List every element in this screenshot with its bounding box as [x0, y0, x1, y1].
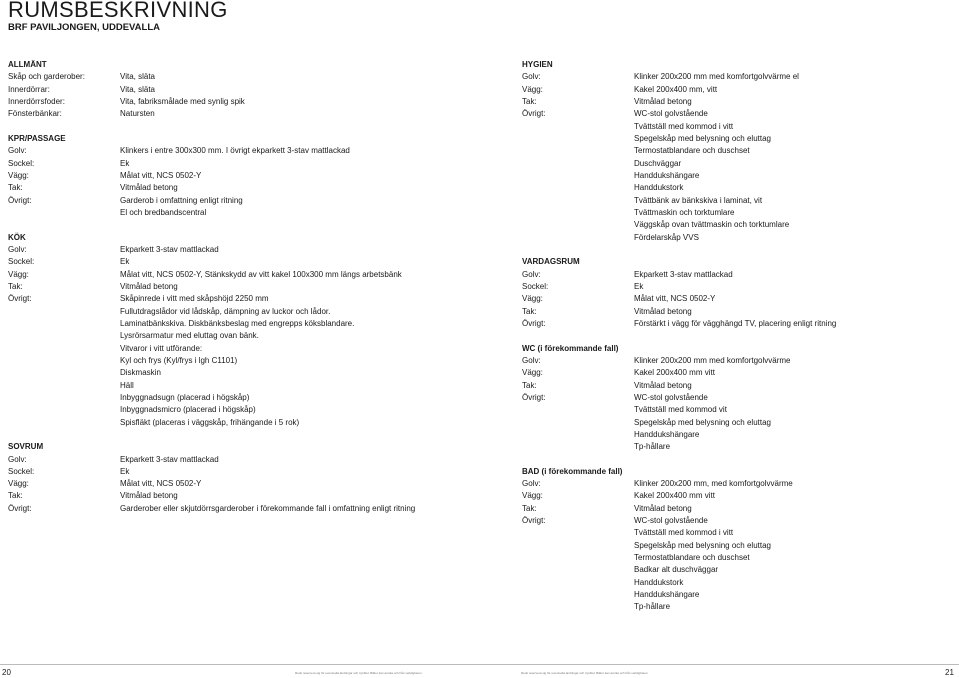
spec-value: Ek [120, 257, 130, 267]
spec-label: Innerdörrar: [8, 84, 50, 94]
spec-row [522, 404, 952, 416]
spec-label: Sockel: [522, 281, 549, 291]
spec-row [8, 343, 478, 355]
spec-row [522, 281, 952, 293]
spec-label: Vägg: [8, 269, 29, 279]
spec-value: El och bredbandscentral [120, 207, 207, 217]
spec-row [522, 392, 952, 404]
spec-label: Tak: [522, 380, 537, 390]
spec-row [8, 478, 478, 490]
footer-divider [0, 664, 959, 665]
spec-label: Golv: [522, 479, 541, 489]
spec-row [522, 564, 952, 576]
spec-row [522, 244, 952, 256]
spec-label: Tak: [522, 503, 537, 513]
spec-row [522, 527, 952, 539]
spec-value: Klinker 200x200 mm med komfortgolvvärme [634, 355, 791, 365]
spec-value: Tvättställ med kommod i vitt [634, 121, 734, 131]
spec-value: Vitvaror i vitt utförande: [120, 343, 203, 353]
spec-value: Målat vitt, NCS 0502-Y [634, 294, 716, 304]
spec-value: Garderob i omfattning enligt ritning [120, 195, 243, 205]
spec-row [522, 589, 952, 601]
spec-row [8, 355, 478, 367]
section-heading: HYGIEN [522, 60, 553, 69]
spec-row [522, 108, 952, 120]
spec-value: Vitmålad betong [634, 380, 692, 390]
spec-row [522, 232, 952, 244]
spec-label: Övrigt: [522, 318, 546, 328]
spec-label: Golv: [8, 146, 27, 156]
spec-label: Tak: [522, 96, 537, 106]
spec-value: Duschväggar [634, 158, 682, 168]
spec-value: Kyl och frys (Kyl/frys i lgh C1101) [120, 355, 238, 365]
spec-value: WC-stol golvstående [634, 109, 708, 119]
spec-value: Inbyggnadsugn (placerad i högskåp) [120, 392, 250, 402]
spec-value: WC-stol golvstående [634, 516, 708, 526]
spec-label: Vägg: [522, 491, 543, 501]
spec-value: Vitmålad betong [120, 491, 178, 501]
spec-label: Övrigt: [522, 516, 546, 526]
spec-row [522, 170, 952, 182]
spec-value: Klinker 200x200 mm, med komfortgolvvärme [634, 479, 793, 489]
spec-row [8, 281, 478, 293]
spec-label: Sockel: [8, 257, 35, 267]
spec-value: Tvättmaskin och torktumlare [634, 207, 735, 217]
spec-row [8, 417, 478, 429]
spec-row [522, 145, 952, 157]
spec-row [8, 84, 478, 96]
spec-row [8, 145, 478, 157]
spec-value: Målat vitt, NCS 0502-Y, Stänkskydd av vitt kakel 100x300 mm längs arbetsbänk [120, 269, 402, 279]
spec-row [522, 182, 952, 194]
spec-row [8, 96, 478, 108]
spec-row [8, 71, 478, 83]
spec-label: Övrigt: [522, 392, 546, 402]
spec-value: Klinkers i entre 300x300 mm. I övrigt ekparkett 3-stav mattlackad [120, 146, 350, 156]
spec-value: Häll [120, 380, 134, 390]
spec-value: Lysrörsarmatur med eluttag ovan bänk. [120, 331, 259, 341]
spec-value: Laminatbänkskiva. Diskbänksbeslag med engrepps köksblandare. [120, 318, 355, 328]
spec-value: Tp-hållare [634, 442, 671, 452]
spec-value: Tvättbänk av bänkskiva i laminat, vit [634, 195, 763, 205]
spec-row [522, 96, 952, 108]
spec-value: Spisfläkt (placeras i väggskåp, frihängande i 5 rok) [120, 417, 300, 427]
spec-value: Termostatblandare och duschset [634, 553, 750, 563]
spec-value: Målat vitt, NCS 0502-Y [120, 170, 202, 180]
section-heading: KPR/PASSAGE [8, 133, 66, 143]
spec-label: Vägg: [522, 368, 543, 378]
section-heading: WC (i förekommande fall) [522, 343, 619, 353]
spec-row [8, 121, 478, 133]
spec-value: Ek [120, 158, 130, 168]
spec-label: Tak: [8, 491, 23, 501]
spec-value: Ek [120, 466, 130, 476]
spec-row [522, 454, 952, 466]
spec-row [8, 318, 478, 330]
spec-row [522, 515, 952, 527]
page-number-left: 20 [2, 668, 11, 677]
spec-label: Vägg: [8, 170, 29, 180]
spec-row [8, 367, 478, 379]
spec-value: Skåpinrede i vitt med skåpshöjd 2250 mm [120, 294, 269, 304]
page-number-right: 21 [945, 668, 954, 677]
spec-value: Vitmålad betong [120, 183, 178, 193]
spec-row [522, 552, 952, 564]
footer-note-right: Reds reservera sig för eventuella ändringar och tryckfel. Bilder kan avvika och från verkligheten. [521, 671, 649, 675]
spec-value: Vitmålad betong [634, 306, 692, 316]
spec-row [522, 318, 952, 330]
spec-label: Vägg: [522, 84, 543, 94]
spec-value: Ekparkett 3-stav mattlackad [634, 269, 733, 279]
spec-label: Fönsterbänkar: [8, 109, 62, 119]
spec-row [522, 121, 952, 133]
spec-value: Vita, fabriksmålade med synlig spik [120, 96, 245, 106]
spec-value: Tvättställ med kommod vit [634, 405, 727, 415]
spec-label: Vägg: [8, 479, 29, 489]
spec-value: Målat vitt, NCS 0502-Y [120, 479, 202, 489]
spec-row [8, 182, 478, 194]
spec-row [8, 219, 478, 231]
spec-row [8, 306, 478, 318]
spec-value: Tp-hållare [634, 602, 671, 612]
spec-value: Diskmaskin [120, 368, 161, 378]
spec-label: Övrigt: [522, 109, 546, 119]
spec-value: Spegelskåp med belysning och eluttag [634, 417, 771, 427]
page-subtitle: BRF PAVILJONGEN, UDDEVALLA [8, 22, 161, 33]
spec-label: Övrigt: [8, 195, 32, 205]
spec-label: Skåp och garderober: [8, 72, 85, 82]
section-heading: ALLMÄNT [8, 60, 47, 69]
spec-value: WC-stol golvstående [634, 392, 708, 402]
spec-value: Vitmålad betong [120, 281, 178, 291]
spec-row [8, 293, 478, 305]
spec-label: Tak: [522, 306, 537, 316]
spec-label: Sockel: [8, 466, 35, 476]
spec-value: Handdukshängare [634, 590, 700, 600]
spec-value: Termostatblandare och duschset [634, 146, 750, 156]
spec-value: Vitmålad betong [634, 96, 692, 106]
spec-value: Spegelskåp med belysning och eluttag [634, 133, 771, 143]
spec-value: Inbyggnadsmicro (placerad i högskåp) [120, 405, 256, 415]
spec-row [522, 503, 952, 515]
spec-row [522, 367, 952, 379]
spec-row [8, 244, 478, 256]
spec-row [522, 490, 952, 502]
spec-row [522, 478, 952, 490]
spec-row [8, 392, 478, 404]
spec-value: Fördelarskåp VVS [634, 232, 699, 242]
spec-row [522, 293, 952, 305]
spec-value: Garderober eller skjutdörrsgarderober i förekommande fall i omfattning enligt ritning [120, 503, 416, 513]
spec-value: Vitmålad betong [634, 503, 692, 513]
spec-row [522, 306, 952, 318]
spec-value: Spegelskåp med belysning och eluttag [634, 540, 771, 550]
spec-row [522, 269, 952, 281]
spec-label: Övrigt: [8, 294, 32, 304]
spec-row [522, 207, 952, 219]
spec-row [8, 195, 478, 207]
spec-value: Väggskåp ovan tvättmaskin och torktumlare [634, 220, 790, 230]
spec-value: Handdukshängare [634, 170, 700, 180]
spec-row [8, 454, 478, 466]
spec-row [8, 490, 478, 502]
spec-row [522, 355, 952, 367]
spec-value: Förstärkt i vägg för vägghängd TV, placering enligt ritning [634, 318, 837, 328]
spec-label: Golv: [522, 269, 541, 279]
spec-value: Ekparkett 3-stav mattlackad [120, 454, 219, 464]
footer-note-left: Reds reservera sig för eventuella ändringar och tryckfel. Bilder kan avvika och från verkligheten. [295, 671, 423, 675]
spec-row [522, 219, 952, 231]
spec-label: Golv: [522, 72, 541, 82]
spec-row [522, 429, 952, 441]
page-title: RUMSBESKRIVNING [8, 0, 228, 22]
spec-row [8, 466, 478, 478]
spec-row [522, 380, 952, 392]
spec-row [522, 133, 952, 145]
spec-value: Kakel 200x400 mm, vitt [634, 84, 718, 94]
spec-row [8, 108, 478, 120]
section-heading: BAD (i förekommande fall) [522, 466, 623, 476]
left-column [8, 59, 478, 515]
spec-row [522, 601, 952, 613]
spec-value: Fullutdragslådor vid lådskåp, dämpning av luckor och lådor. [120, 306, 331, 316]
spec-label: Tak: [8, 183, 23, 193]
spec-label: Golv: [8, 244, 27, 254]
spec-value: Natursten [120, 109, 155, 119]
spec-row [8, 170, 478, 182]
spec-label: Innerdörrsfoder: [8, 96, 65, 106]
right-column [522, 59, 952, 614]
spec-row [8, 158, 478, 170]
section-heading: VARDAGSRUM [522, 257, 580, 267]
spec-value: Klinker 200x200 mm med komfortgolvvärme el [634, 72, 799, 82]
spec-value: Ekparkett 3-stav mattlackad [120, 244, 219, 254]
section-heading: SOVRUM [8, 442, 44, 452]
spec-row [522, 71, 952, 83]
spec-value: Vita, släta [120, 72, 155, 82]
spec-row [522, 441, 952, 453]
spec-row [522, 577, 952, 589]
spec-label: Golv: [8, 454, 27, 464]
spec-row [522, 417, 952, 429]
spec-row [522, 84, 952, 96]
spec-value: Handdukshängare [634, 429, 700, 439]
spec-value: Kakel 200x400 mm vitt [634, 491, 715, 501]
spec-value: Tvättställ med kommod i vitt [634, 528, 734, 538]
spec-row [522, 195, 952, 207]
spec-value: Badkar alt duschväggar [634, 565, 719, 575]
spec-row [8, 429, 478, 441]
spec-value: Handdukstork [634, 577, 684, 587]
spec-label: Övrigt: [8, 503, 32, 513]
spec-label: Tak: [8, 281, 23, 291]
spec-label: Sockel: [8, 158, 35, 168]
section-heading: KÖK [8, 232, 26, 242]
spec-value: Vita, släta [120, 84, 155, 94]
spec-value: Ek [634, 281, 644, 291]
spec-row [8, 380, 478, 392]
spec-row [8, 269, 478, 281]
spec-row [522, 330, 952, 342]
spec-value: Kakel 200x400 mm vitt [634, 368, 715, 378]
spec-row [522, 540, 952, 552]
spec-row [8, 503, 478, 515]
spec-row [8, 256, 478, 268]
spec-row [8, 404, 478, 416]
spec-row [522, 158, 952, 170]
spec-label: Golv: [522, 355, 541, 365]
spec-row [8, 207, 478, 219]
spec-row [8, 330, 478, 342]
spec-label: Vägg: [522, 294, 543, 304]
spec-value: Handdukstork [634, 183, 684, 193]
